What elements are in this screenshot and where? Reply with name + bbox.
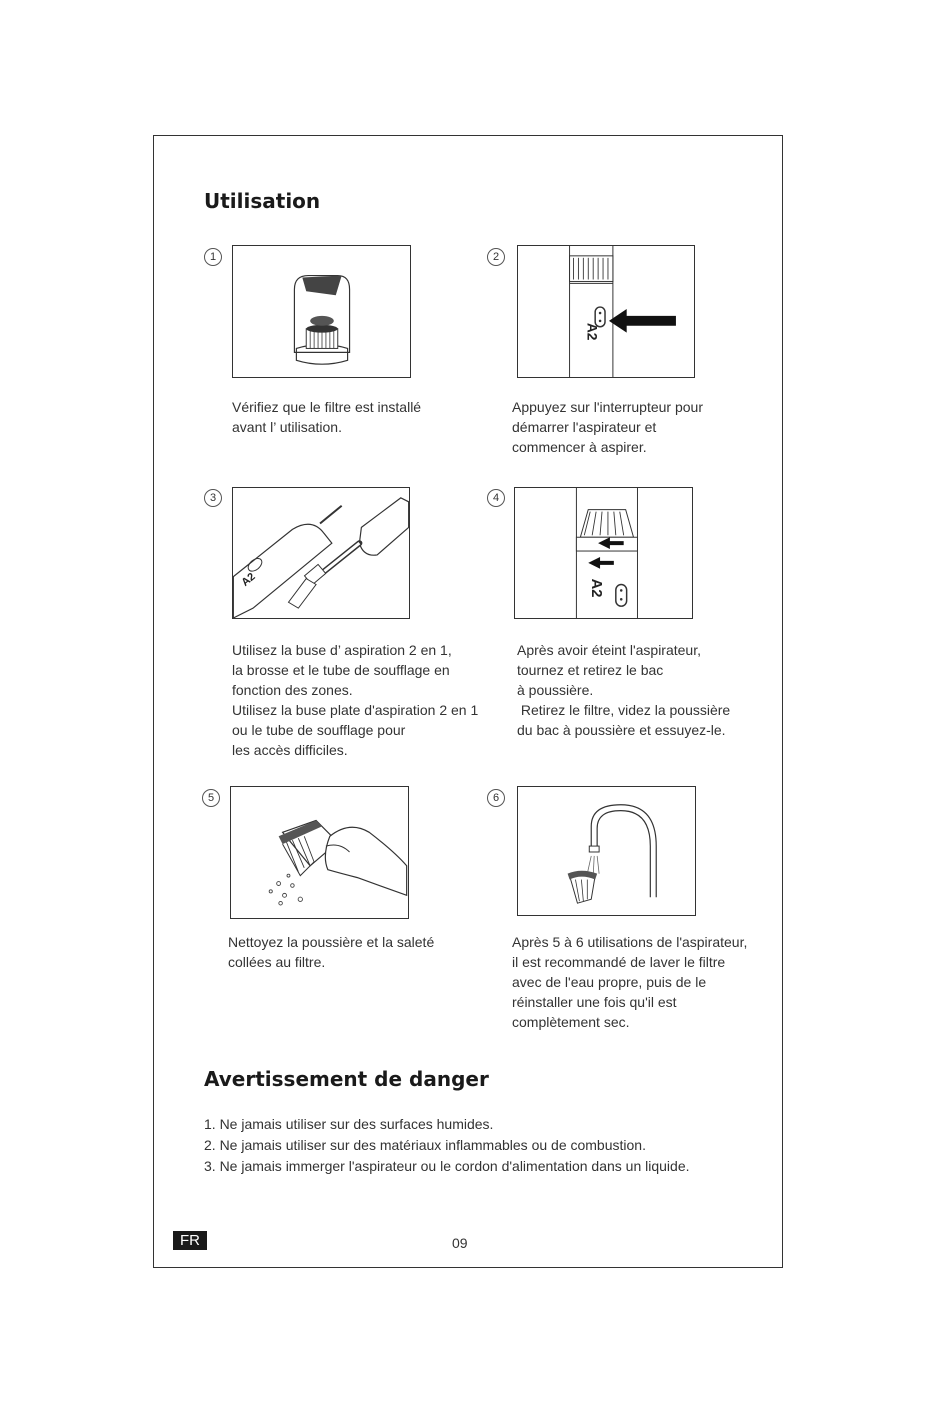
step-4-line: tournez et retirez le bac: [517, 662, 664, 678]
warning-title: Avertissement de danger: [204, 1067, 489, 1091]
step-3-number: 3: [204, 489, 222, 507]
device-label: A2: [584, 322, 600, 341]
step-2-number: 2: [487, 248, 505, 266]
step-2-line: Appuyez sur l'interrupteur pour: [512, 399, 703, 415]
step-6-line: Après 5 à 6 utilisations de l'aspirateur,: [512, 934, 748, 950]
step-2-line: commencer à aspirer.: [512, 439, 647, 455]
step-3-text: [232, 640, 478, 760]
step-3-line: les accès difficiles.: [232, 742, 348, 758]
warning-item: 2. Ne jamais utiliser sur des matériaux inflammables ou de combustion.: [204, 1137, 646, 1153]
clean-filter-illustration: [231, 787, 408, 918]
step-4-line: Retirez le filtre, videz la poussière: [517, 702, 731, 718]
nozzle-attachment-illustration: [233, 488, 409, 618]
step-5-image: [230, 786, 409, 919]
step-3-line: Utilisez la buse d’ aspiration 2 en 1,: [232, 642, 452, 658]
remove-dust-bin-illustration: [515, 488, 692, 618]
step-2-image: [517, 245, 695, 378]
step-4-number: 4: [487, 489, 505, 507]
power-switch-illustration: [518, 246, 694, 377]
step-3-line: Utilisez la buse plate d'aspiration 2 en 1: [232, 702, 479, 718]
page-number: 09: [452, 1235, 468, 1251]
step-1-image: [232, 245, 411, 378]
step-5-number: 5: [202, 789, 220, 807]
step-6-line: avec de l'eau propre, puis de le: [512, 974, 707, 990]
step-6-line: complètement sec.: [512, 1014, 630, 1030]
warning-item: 1. Ne jamais utiliser sur des surfaces humides.: [204, 1116, 494, 1132]
step-6-text: [512, 932, 747, 1032]
step-1-line: avant l’ utilisation.: [232, 419, 342, 435]
warning-item: 3. Ne jamais immerger l'aspirateur ou le cordon d'alimentation dans un liquide.: [204, 1158, 690, 1174]
step-3-image: [232, 487, 410, 619]
step-1-text: [232, 397, 421, 437]
step-4-line: Après avoir éteint l'aspirateur,: [517, 642, 701, 658]
step-5-text: [228, 932, 434, 972]
device-label: A2: [588, 578, 605, 598]
step-4-image: [514, 487, 693, 619]
step-5-line: collées au filtre.: [228, 954, 326, 970]
step-3-line: ou le tube de soufflage pour: [232, 722, 406, 738]
section-title: Utilisation: [204, 189, 321, 213]
step-5-line: Nettoyez la poussière et la saleté: [228, 934, 435, 950]
step-2-line: démarrer l'aspirateur et: [512, 419, 657, 435]
device-label: A2: [239, 570, 258, 589]
step-1-number: 1: [204, 248, 222, 266]
step-1-line: Vérifiez que le filtre est installé: [232, 399, 422, 415]
step-6-image: [517, 786, 696, 916]
language-badge: FR: [173, 1231, 207, 1250]
step-3-line: la brosse et le tube de soufflage en: [232, 662, 450, 678]
step-6-number: 6: [487, 789, 505, 807]
step-3-line: fonction des zones.: [232, 682, 353, 698]
warning-list: [204, 1114, 690, 1177]
step-6-line: réinstaller une fois qu'il est: [512, 994, 677, 1010]
filter-installed-illustration: [233, 246, 410, 377]
wash-filter-illustration: [518, 787, 695, 915]
step-4-text: [517, 640, 730, 740]
step-4-line: à poussière.: [517, 682, 594, 698]
step-4-line: du bac à poussière et essuyez-le.: [517, 722, 726, 738]
step-2-text: [512, 397, 703, 457]
step-6-line: il est recommandé de laver le filtre: [512, 954, 726, 970]
